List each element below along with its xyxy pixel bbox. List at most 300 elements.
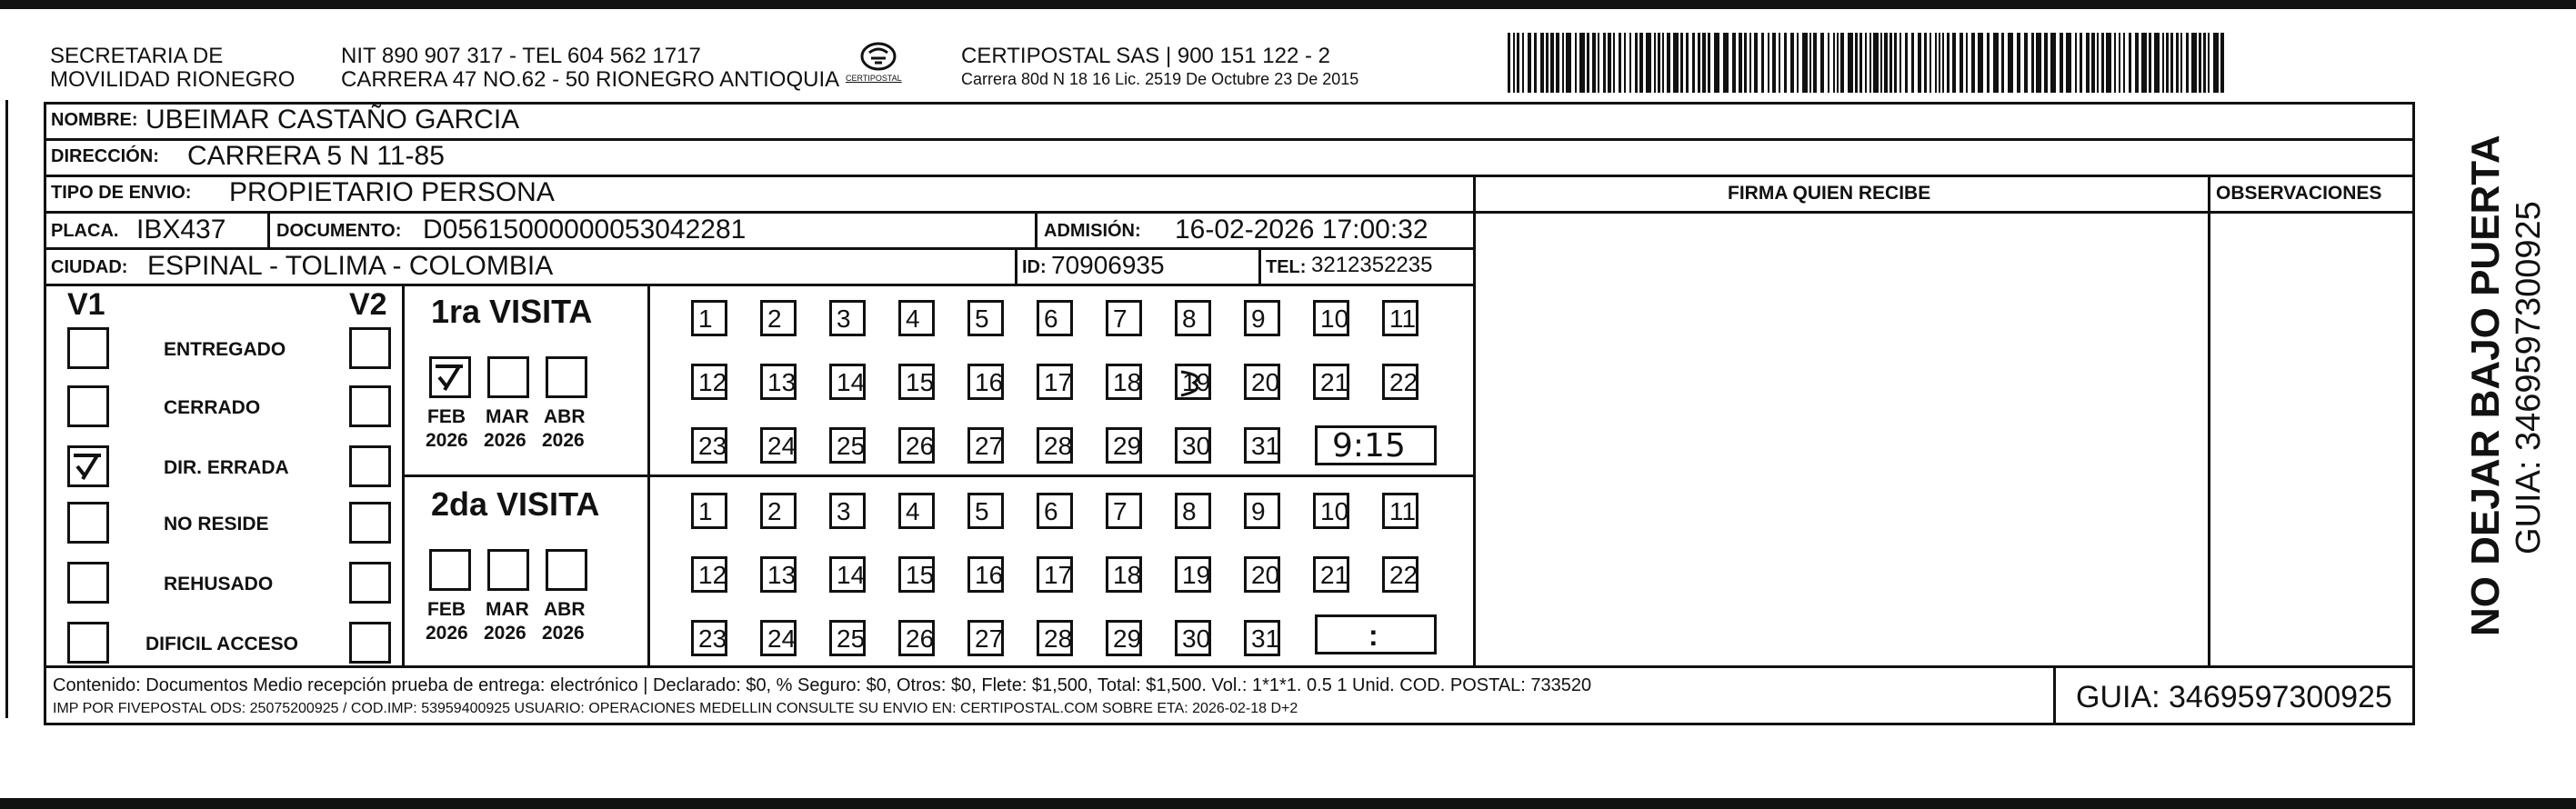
second-visit-day-box[interactable] <box>1244 493 1280 529</box>
first-visit-day-box[interactable] <box>1313 300 1349 336</box>
day-number: 30 <box>1182 432 1211 460</box>
barcode-bar <box>1828 33 1829 93</box>
v2-checkbox[interactable] <box>349 327 391 369</box>
barcode-bar <box>1813 33 1817 93</box>
day-number: 21 <box>1320 561 1349 589</box>
barcode-bar <box>1987 33 1990 93</box>
day-number: 2 <box>767 305 782 333</box>
first-visit-day-box[interactable] <box>691 427 727 464</box>
second-visit-day-box[interactable] <box>1106 620 1142 656</box>
first-visit-day-box[interactable] <box>829 364 866 400</box>
first-visit-month-label: ABR <box>544 406 586 427</box>
barcode-bar <box>1918 33 1921 93</box>
barcode-bar <box>2001 33 2004 93</box>
second-visit-title: 2da VISITA <box>431 485 600 523</box>
barcode-bar <box>2180 33 2182 93</box>
first-visit-title: 1ra VISITA <box>431 293 593 330</box>
second-visit-day-box[interactable] <box>1175 493 1211 529</box>
barcode-bar <box>2060 33 2063 93</box>
day-number: 31 <box>1251 432 1280 460</box>
barcode-bar <box>1562 33 1564 93</box>
second-visit-time: : <box>1368 619 1378 652</box>
barcode-bar <box>1540 33 1544 93</box>
second-visit-day-box[interactable] <box>898 556 935 593</box>
barcode-bar <box>2114 33 2116 93</box>
day-mark-icon <box>1178 366 1210 407</box>
first-visit-day-box[interactable] <box>691 300 727 336</box>
first-visit-day-box[interactable] <box>1244 427 1280 464</box>
second-visit-day-box[interactable] <box>1037 493 1073 529</box>
day-number: 20 <box>1251 368 1280 396</box>
first-visit-day-box[interactable] <box>760 364 797 400</box>
barcode-bar <box>2024 33 2028 93</box>
barcode-bar <box>1546 33 1549 93</box>
day-number: 27 <box>975 624 1004 653</box>
tel-label: TEL: <box>1266 257 1307 277</box>
day-number: 17 <box>1044 368 1073 396</box>
admission-label: ADMISIÓN: <box>1044 221 1141 241</box>
day-number: 28 <box>1044 432 1073 460</box>
barcode-bar <box>1772 33 1776 93</box>
first-visit-day-box[interactable] <box>1037 364 1073 400</box>
barcode-bar <box>2050 33 2056 93</box>
first-visit-day-box[interactable] <box>1175 300 1211 336</box>
barcode-bar <box>1662 33 1664 93</box>
footer-contents: Contenido: Documentos Medio recepción prueba de entrega: electrónico | Declarado: $0, % Seguro: $0, Otros: $0, Flete: $1,500, Total: $1,500. Vol.: 1*1*1. 0.5 1 Unid. COD. POSTAL: 733520 <box>53 675 1592 695</box>
day-number: 10 <box>1320 305 1349 333</box>
second-visit-year-label: 2026 <box>426 623 468 644</box>
reason-label: DIFICIL ACCESO <box>145 634 299 654</box>
day-number: 14 <box>837 561 866 589</box>
first-visit-month-checkbox[interactable] <box>487 356 529 398</box>
org-name-line1: SECRETARIA DE <box>50 44 224 68</box>
day-number: 20 <box>1251 561 1280 589</box>
admission-date: 16-02-2026 17:00:32 <box>1175 215 1428 245</box>
barcode-bar <box>1517 33 1519 93</box>
day-number: 25 <box>837 432 866 460</box>
first-visit-day-box[interactable] <box>1382 364 1418 400</box>
barcode-bar <box>1556 33 1559 93</box>
first-visit-day-box[interactable] <box>1244 300 1280 336</box>
barcode-bar <box>1993 33 1999 93</box>
day-number: 24 <box>767 624 797 653</box>
courier-address: Carrera 80d N 18 16 Lic. 2519 De Octubre 23 De 2015 <box>961 70 1359 88</box>
first-visit-day-box[interactable] <box>1106 300 1142 336</box>
day-number: 14 <box>837 368 866 396</box>
v1-checkbox[interactable] <box>67 622 109 664</box>
day-number: 6 <box>1044 497 1058 525</box>
second-visit-day-box[interactable] <box>1313 493 1349 529</box>
barcode-bar <box>1865 33 1867 93</box>
barcode-bar <box>1935 33 1937 93</box>
first-visit-day-box[interactable] <box>1244 364 1280 400</box>
barcode-bar <box>1619 33 1621 93</box>
barcode-bar <box>2017 33 2020 93</box>
sender-address: CARRERA 47 NO.62 - 50 RIONEGRO ANTIOQUIA <box>341 67 840 92</box>
day-number: 8 <box>1182 497 1197 525</box>
courier-logo-text: CERTIPOSTAL <box>846 74 902 83</box>
second-visit-month-label: ABR <box>544 599 586 620</box>
barcode-bar <box>1654 33 1656 93</box>
first-visit-day-box[interactable] <box>760 300 797 336</box>
barcode-bar <box>1797 33 1799 93</box>
barcode-bar <box>2186 33 2189 93</box>
day-number: 27 <box>975 432 1004 460</box>
first-visit-year-label: 2026 <box>542 430 585 451</box>
second-visit-day-box[interactable] <box>829 556 866 593</box>
first-visit-day-box[interactable] <box>829 427 866 464</box>
barcode-bar <box>1508 33 1510 93</box>
barcode-bar <box>1942 33 1944 93</box>
day-number: 1 <box>698 305 713 333</box>
barcode-bar <box>1784 33 1787 93</box>
barcode-bar <box>1673 33 1679 93</box>
day-number: 18 <box>1113 561 1142 589</box>
v1-checkbox[interactable] <box>67 562 109 604</box>
barcode-bar <box>2097 33 2099 93</box>
second-visit-day-box[interactable] <box>829 620 866 656</box>
type-label: TIPO DE ENVIO: <box>51 183 192 203</box>
first-visit-month-checkbox[interactable] <box>429 356 471 398</box>
barcode <box>1508 33 2235 93</box>
reason-label: REHUSADO <box>164 574 274 594</box>
barcode-bar <box>1528 33 1531 93</box>
barcode-bar <box>1575 33 1577 93</box>
v1-checkbox[interactable] <box>67 385 109 427</box>
barcode-bar <box>1603 33 1606 93</box>
day-number: 23 <box>698 624 727 653</box>
barcode-bar <box>2170 33 2173 93</box>
barcode-bar <box>1779 33 1780 93</box>
day-number: 11 <box>1389 497 1417 525</box>
v1-checkbox[interactable] <box>67 445 109 487</box>
first-visit-time: 9:15 <box>1332 427 1406 464</box>
barcode-bar <box>1566 33 1571 93</box>
day-number: 11 <box>1389 305 1417 333</box>
barcode-bar <box>1859 33 1862 93</box>
v2-checkbox[interactable] <box>349 562 391 604</box>
second-visit-day-box[interactable] <box>1175 620 1211 656</box>
barcode-bar <box>1702 33 1706 93</box>
reason-label: CERRADO <box>164 397 261 418</box>
barcode-bar <box>1754 33 1758 93</box>
barcode-bar <box>1971 33 1975 93</box>
day-number: 13 <box>767 561 797 589</box>
barcode-bar <box>2191 33 2197 93</box>
day-number: 18 <box>1113 368 1142 396</box>
left-edge-mark <box>5 100 8 718</box>
barcode-bar <box>1929 33 1931 93</box>
second-visit-day-box[interactable] <box>691 493 727 529</box>
day-number: 5 <box>975 497 989 525</box>
barcode-bar <box>1624 33 1626 93</box>
recipient-id: 70906935 <box>1051 251 1165 279</box>
barcode-bar <box>1924 33 1927 93</box>
barcode-bar <box>1686 33 1689 93</box>
first-visit-day-box[interactable] <box>898 300 935 336</box>
second-visit-month-checkbox[interactable] <box>429 549 471 591</box>
second-visit-day-box[interactable] <box>691 556 727 593</box>
day-number: 19 <box>1182 368 1211 396</box>
barcode-bar <box>1639 33 1643 93</box>
barcode-bar <box>1840 33 1844 93</box>
first-visit-day-box[interactable] <box>829 300 866 336</box>
second-visit-day-box[interactable] <box>829 493 866 529</box>
bottom-band <box>0 798 2576 809</box>
barcode-bar <box>1978 33 1983 93</box>
side-guide-number: GUIA: 3469597300925 <box>2510 201 2548 554</box>
day-number: 28 <box>1044 624 1073 653</box>
second-visit-day-box[interactable] <box>1037 620 1073 656</box>
barcode-bar <box>2031 33 2034 93</box>
second-visit-day-box[interactable] <box>967 620 1004 656</box>
day-number: 29 <box>1113 432 1142 460</box>
barcode-bar <box>1880 33 1882 93</box>
day-number: 16 <box>975 368 1004 396</box>
first-visit-month-checkbox[interactable] <box>546 356 587 398</box>
v1-checkbox[interactable] <box>67 502 109 544</box>
barcode-bar <box>1939 33 1940 93</box>
day-number: 3 <box>837 497 851 525</box>
day-number: 26 <box>906 624 935 653</box>
barcode-bar <box>1911 33 1914 93</box>
v1-checkbox[interactable] <box>67 327 109 369</box>
barcode-bar <box>2086 33 2090 93</box>
barcode-bar <box>2220 33 2224 93</box>
day-number: 26 <box>906 432 935 460</box>
footer-print-info: IMP POR FIVEPOSTAL ODS: 25075200925 / COD.IMP: 53959400925 USUARIO: OPERACIONES MEDELLIN CONSULTE SU ENVIO EN: CERTIPOSTAL.COM SOBRE ETA: 2026-02-18 D+2 <box>53 701 1298 716</box>
barcode-bar <box>1837 33 1839 93</box>
first-visit-day-box[interactable] <box>967 300 1004 336</box>
document-label: DOCUMENTO: <box>276 221 402 241</box>
barcode-bar <box>1749 33 1751 93</box>
day-number: 8 <box>1182 305 1197 333</box>
second-visit-day-box[interactable] <box>760 493 797 529</box>
barcode-bar <box>2044 33 2048 93</box>
first-visit-day-box[interactable] <box>1037 427 1073 464</box>
day-number: 23 <box>698 432 727 460</box>
signature-header: FIRMA QUIEN RECIBE <box>1728 183 1931 204</box>
second-visit-day-box[interactable] <box>1037 556 1073 593</box>
barcode-bar <box>1744 33 1747 93</box>
day-number: 16 <box>975 561 1004 589</box>
first-visit-day-box[interactable] <box>967 364 1004 400</box>
courier-line: CERTIPOSTAL SAS | 900 151 122 - 2 <box>961 44 1330 68</box>
barcode-bar <box>2208 33 2210 93</box>
barcode-bar <box>1587 33 1589 93</box>
barcode-bar <box>1646 33 1651 93</box>
day-number: 3 <box>837 305 851 333</box>
v2-checkbox[interactable] <box>349 622 391 664</box>
barcode-bar <box>1739 33 1742 93</box>
day-number: 22 <box>1389 368 1418 396</box>
barcode-bar <box>2162 33 2164 93</box>
barcode-bar <box>1768 33 1769 93</box>
second-visit-day-box[interactable] <box>898 493 935 529</box>
second-visit-day-box[interactable] <box>1313 556 1349 593</box>
barcode-bar <box>1790 33 1794 93</box>
day-number: 4 <box>906 497 920 525</box>
second-visit-day-box[interactable] <box>1382 493 1418 529</box>
reason-label: NO RESIDE <box>164 514 269 534</box>
second-visit-day-box[interactable] <box>1106 556 1142 593</box>
barcode-bar <box>1608 33 1611 93</box>
barcode-bar <box>2203 33 2206 93</box>
first-visit-day-box[interactable] <box>898 364 935 400</box>
day-number: 1 <box>698 497 713 525</box>
barcode-bar <box>1960 33 1963 93</box>
day-number: 7 <box>1113 497 1128 525</box>
day-number: 21 <box>1320 368 1349 396</box>
barcode-bar <box>1809 33 1811 93</box>
barcode-bar <box>1534 33 1537 93</box>
barcode-bar <box>1680 33 1683 93</box>
first-visit-day-box[interactable] <box>967 427 1004 464</box>
barcode-bar <box>2166 33 2169 93</box>
barcode-bar <box>1894 33 1897 93</box>
barcode-bar <box>1658 33 1660 93</box>
day-number: 12 <box>698 561 727 589</box>
barcode-bar <box>2101 33 2104 93</box>
barcode-bar <box>1667 33 1670 93</box>
first-visit-year-label: 2026 <box>484 430 526 451</box>
day-number: 4 <box>906 305 920 333</box>
barcode-bar <box>1708 33 1710 93</box>
barcode-bar <box>1889 33 1892 93</box>
day-number: 5 <box>975 305 989 333</box>
day-number: 24 <box>767 432 797 460</box>
day-number: 10 <box>1320 497 1349 525</box>
v2-checkbox[interactable] <box>349 502 391 544</box>
second-visit-time-box[interactable] <box>1315 614 1437 654</box>
barcode-bar <box>2091 33 2095 93</box>
org-name-line2: MOVILIDAD RIONEGRO <box>50 67 296 92</box>
address-label: DIRECCIÓN: <box>51 146 159 166</box>
second-visit-day-box[interactable] <box>898 620 935 656</box>
day-number: 13 <box>767 368 797 396</box>
second-visit-day-box[interactable] <box>1244 556 1280 593</box>
barcode-bar <box>1947 33 1950 93</box>
second-visit-day-box[interactable] <box>691 620 727 656</box>
first-visit-day-box[interactable] <box>1106 427 1142 464</box>
name-label: NOMBRE: <box>51 110 138 130</box>
second-visit-day-box[interactable] <box>1106 493 1142 529</box>
barcode-bar <box>1698 33 1700 93</box>
barcode-bar <box>2066 33 2071 93</box>
first-visit-day-box[interactable] <box>1037 300 1073 336</box>
second-visit-day-box[interactable] <box>1382 556 1418 593</box>
barcode-bar <box>1761 33 1764 93</box>
barcode-bar <box>1613 33 1615 93</box>
barcode-bar <box>1966 33 1968 93</box>
v2-checkbox[interactable] <box>349 385 391 427</box>
day-number: 9 <box>1251 497 1266 525</box>
document-number: D05615000000053042281 <box>423 215 747 245</box>
barcode-bar <box>1692 33 1695 93</box>
day-number: 30 <box>1182 624 1211 653</box>
day-number: 15 <box>906 561 935 589</box>
first-visit-day-box[interactable] <box>691 364 727 400</box>
second-visit-day-box[interactable] <box>1244 620 1280 656</box>
barcode-bar <box>2080 33 2082 93</box>
first-visit-year-label: 2026 <box>426 430 468 451</box>
barcode-bar <box>1723 33 1729 93</box>
first-visit-day-box[interactable] <box>760 427 797 464</box>
barcode-bar <box>2129 33 2131 93</box>
barcode-bar <box>1873 33 1879 93</box>
barcode-bar <box>1513 33 1515 93</box>
recipient-tel: 3212352235 <box>1311 253 1433 277</box>
first-visit-month-label: MAR <box>486 406 529 427</box>
first-visit-day-box[interactable] <box>1382 300 1418 336</box>
barcode-bar <box>2123 33 2125 93</box>
day-number: 15 <box>906 368 935 396</box>
barcode-bar <box>1905 33 1908 93</box>
second-visit-month-checkbox[interactable] <box>487 549 529 591</box>
day-number: 29 <box>1113 624 1142 653</box>
barcode-bar <box>1820 33 1824 93</box>
first-visit-month-label: FEB <box>427 406 466 427</box>
shipment-type: PROPIETARIO PERSONA <box>229 177 555 207</box>
day-number: 9 <box>1251 305 1266 333</box>
second-visit-day-box[interactable] <box>1175 556 1211 593</box>
barcode-bar <box>1598 33 1599 93</box>
recipient-name: UBEIMAR CASTAÑO GARCIA <box>145 105 520 135</box>
barcode-bar <box>2176 33 2179 93</box>
barcode-bar <box>1592 33 1596 93</box>
second-visit-day-box[interactable] <box>760 620 797 656</box>
second-visit-month-checkbox[interactable] <box>546 549 587 591</box>
barcode-bar <box>2036 33 2041 93</box>
v1-label: V1 <box>67 287 105 322</box>
barcode-bar <box>1579 33 1585 93</box>
barcode-bar <box>2119 33 2120 93</box>
barcode-bar <box>1522 33 1524 93</box>
id-label: ID: <box>1022 257 1047 277</box>
barcode-bar <box>2154 33 2160 93</box>
day-number: 22 <box>1389 561 1418 589</box>
barcode-bar <box>1869 33 1871 93</box>
barcode-bar <box>2008 33 2013 93</box>
side-warning: NO DEJAR BAJO PUERTA <box>2463 135 2508 636</box>
recipient-address: CARRERA 5 N 11-85 <box>187 141 445 171</box>
first-visit-day-box[interactable] <box>898 427 935 464</box>
barcode-bar <box>2141 33 2147 93</box>
second-visit-day-box[interactable] <box>967 556 1004 593</box>
first-visit-time-box[interactable] <box>1315 425 1437 465</box>
observations-header: OBSERVACIONES <box>2216 183 2382 204</box>
city-label: CIUDAD: <box>51 257 128 277</box>
barcode-bar <box>1714 33 1719 93</box>
reason-label: ENTREGADO <box>164 339 286 360</box>
second-visit-day-box[interactable] <box>967 493 1004 529</box>
barcode-bar <box>1629 33 1631 93</box>
day-number: 25 <box>837 624 866 653</box>
second-visit-year-label: 2026 <box>542 623 585 644</box>
first-visit-day-box[interactable] <box>1313 364 1349 400</box>
second-visit-day-box[interactable] <box>760 556 797 593</box>
second-visit-year-label: 2026 <box>484 623 526 644</box>
v2-checkbox[interactable] <box>349 445 391 487</box>
courier-logo-icon <box>858 40 898 73</box>
barcode-bar <box>2213 33 2219 93</box>
plate-label: PLACA. <box>51 221 119 241</box>
top-band <box>0 0 2576 9</box>
barcode-bar <box>1952 33 1956 93</box>
first-visit-day-box[interactable] <box>1106 364 1142 400</box>
first-visit-day-box[interactable] <box>1175 427 1211 464</box>
first-visit-day-box[interactable] <box>1175 364 1211 400</box>
